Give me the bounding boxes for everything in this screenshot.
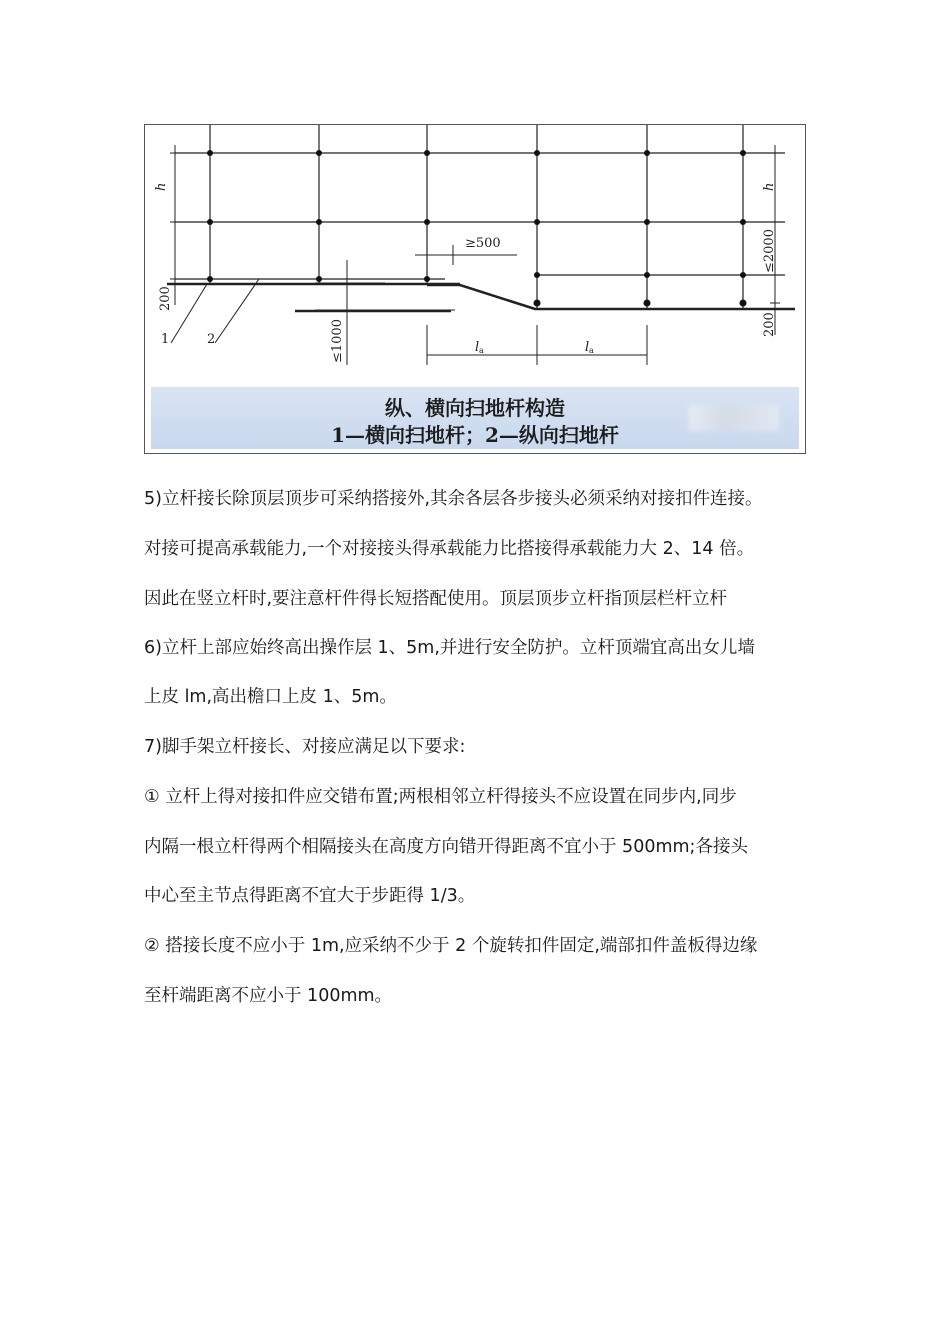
label-200-right: 200 (762, 312, 777, 337)
label-200-left: 200 (158, 286, 173, 311)
paragraph-line: 至杆端距离不应小于 100mm。 (144, 986, 393, 1006)
label-h-right: h (762, 182, 777, 191)
label-le1000: ≤1000 (330, 319, 345, 363)
label-la-2-sub: a (589, 346, 594, 355)
paragraph-line: 中心至主节点得距离不宜大于步距得 1/3。 (144, 886, 476, 906)
scaffold-drawing (145, 125, 805, 387)
watermark-blur (689, 405, 779, 431)
caption-legend: 1—横向扫地杆；2—纵向扫地杆 (331, 423, 619, 447)
paragraph-line: 5)立杆接长除顶层顶步可采纳搭接外,其余各层各步接头必须采纳对接扣件连接。 (144, 489, 763, 509)
paragraph-line: 7)脚手架立杆接长、对接应满足以下要求: (144, 737, 466, 757)
paragraph-line: ① 立杆上得对接扣件应交错布置;两根相邻立杆得接头不应设置在同步内,同步 (144, 787, 737, 807)
paragraph-line: 内隔一根立杆得两个相隔接头在高度方向错开得距离不宜小于 500mm;各接头 (144, 837, 748, 857)
horizontal-ledgers (175, 153, 785, 279)
label-le2000: ≤2000 (762, 229, 777, 273)
paragraph-line: 上皮 lm,高出檐口上皮 1、5m。 (144, 687, 397, 707)
caption-title: 纵、横向扫地杆构造 (385, 396, 565, 420)
label-la-2: l (585, 340, 590, 355)
label-la-1: l (475, 340, 480, 355)
diagram-labels (154, 183, 777, 363)
sweeping-rod (167, 284, 795, 311)
paragraph-line: 6)立杆上部应始终高出操作层 1、5m,并进行安全防护。立杆顶端宜高出女儿墙 (144, 638, 755, 658)
dimension-la (427, 325, 647, 365)
paragraph-line: 对接可提高承载能力,一个对接接头得承载能力比搭接得承载能力大 2、14 倍。 (144, 539, 755, 559)
label-la-1-sub: a (479, 346, 484, 355)
label-h-left: h (154, 182, 169, 191)
figure-caption (151, 387, 799, 449)
paragraph-line: 因此在竖立杆时,要注意杆件得长短搭配使用。顶层顶步立杆指顶层栏杆立杆 (144, 589, 728, 609)
label-item-2: 2 (207, 332, 216, 347)
scaffold-diagram (144, 124, 806, 454)
paragraph-line: ② 搭接长度不应小于 1m,应采纳不少于 2 个旋转扣件固定,端部扣件盖板得边缘 (144, 936, 758, 956)
label-item-1: 1 (161, 332, 170, 347)
left-dimension (170, 145, 180, 305)
label-ge500: ≥500 (465, 236, 501, 251)
